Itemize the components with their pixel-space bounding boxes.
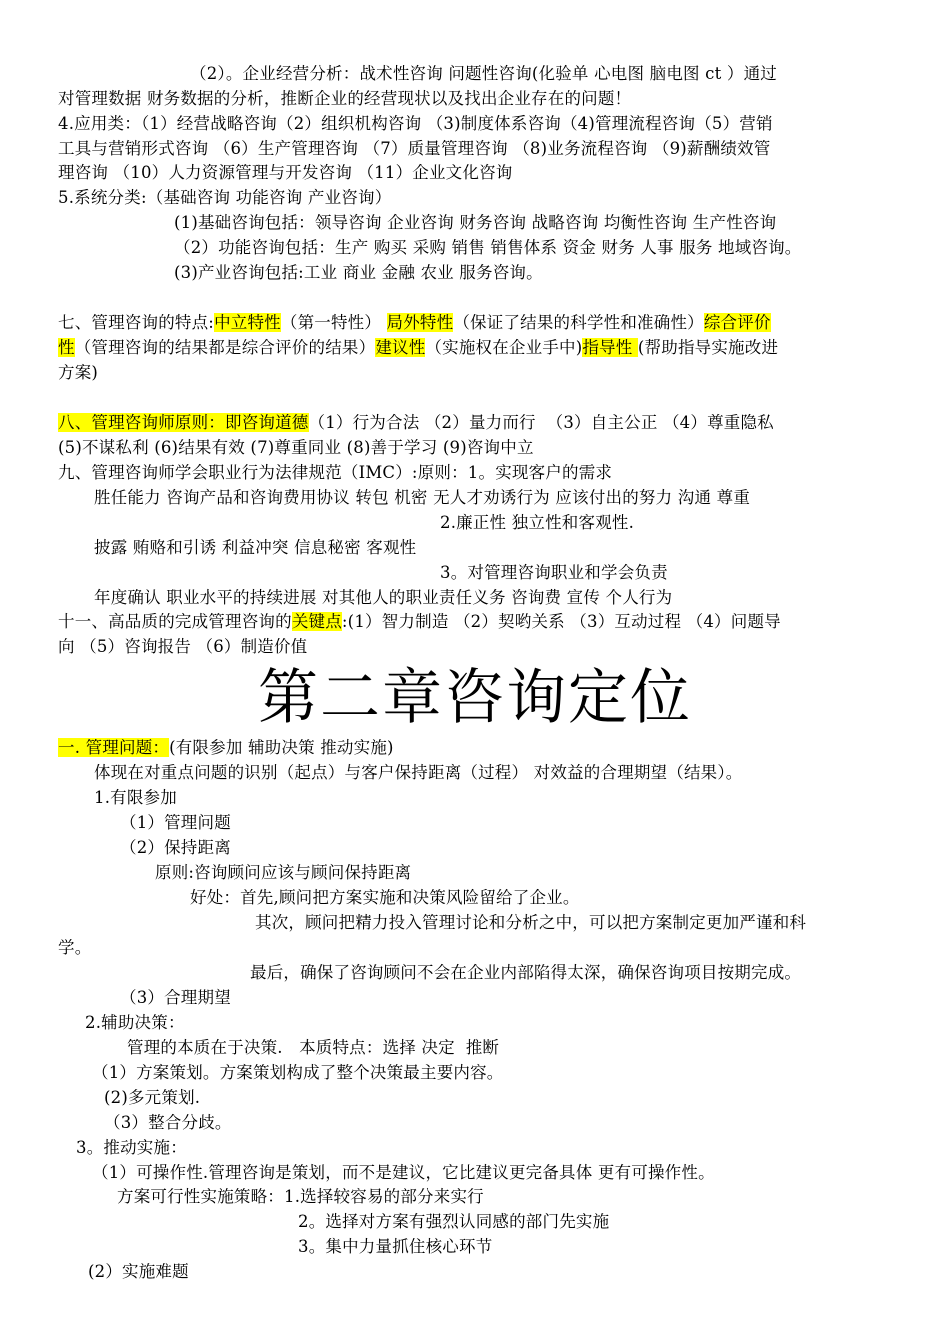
highlighted-term: 综合评价 [703,313,771,332]
text-line: 年度确认 职业水平的持续进展 对其他人的职业责任义务 咨询费 宣传 个人行为 [94,588,673,607]
text-span: (有限参加 辅助决策 推动实施) [169,738,394,757]
text-line: 3。对管理咨询职业和学会负责 [440,563,668,582]
text-line [58,311,771,335]
text-line: （2）保持距离 [120,838,231,857]
text-span: :(1）智力制造 （2）契哟关系 （3）互动过程 （4）问题导 [341,612,781,631]
highlighted-term: 指导性 [582,338,638,357]
text-line: (2)多元策划. [104,1088,201,1107]
text-line: 工具与营销形式咨询 （6）生产管理咨询 （7）质量管理咨询 （8)业务流程咨询 （9)薪酬绩效管 [58,139,771,158]
text-line: (1)基础咨询包括：领导咨询 企业咨询 财务咨询 战略咨询 均衡性咨询 生产性咨询 [174,213,777,232]
text-line: （2）。企业经营分析：战术性咨询 问题性咨询(化验单 心电图 脑电图 ct ）通过 [190,64,777,83]
text-line: 3。集中力量抓住核心环节 [298,1237,493,1256]
highlighted-heading: 八、管理咨询师原则：即咨询道德 [58,413,309,432]
text-line: 方案可行性实施策略：1.选择较容易的部分来实行 [117,1187,484,1206]
text-line: (2）实施难题 [88,1262,189,1281]
text-line [58,736,394,760]
text-line: 体现在对重点问题的识别（起点）与客户保持距离（过程） 对效益的合理期望（结果）。 [94,763,743,782]
text-line: 2。选择对方案有强烈认同感的部门先实施 [298,1212,610,1231]
highlighted-term: 局外特性 [386,313,454,332]
text-line: 原则:咨询顾问应该与顾问保持距离 [155,863,412,882]
text-line: 理咨询 （10）人力资源管理与开发咨询 （11）企业文化咨询 [58,163,513,182]
section-heading: 十一、高品质的完成管理咨询的 [58,612,292,631]
text-line: 2.辅助决策： [85,1013,185,1032]
text-line [58,411,774,435]
chapter-title: 第二章咨询定位 [258,663,692,733]
text-line [58,610,781,634]
text-line [58,336,778,360]
text-span: （实施权在企业手中) [425,338,583,357]
highlighted-term: 中立特性 [214,313,281,332]
text-span: （1）行为合法 （2）量力而行 （3）自主公正 （4）尊重隐私 [308,413,774,432]
text-span: （保证了结果的科学性和准确性） [453,313,704,332]
text-line: （1）方案策划。方案策划构成了整个决策最主要内容。 [92,1063,504,1082]
text-line: （2）功能咨询包括：生产 购买 采购 销售 销售体系 资金 财务 人事 服务 地域咨询。 [174,238,802,257]
text-line: (5)不谋私利 (6)结果有效 (7)尊重同业 (8)善于学习 (9)咨询中立 [58,438,534,457]
highlighted-heading: 一. 管理问题： [58,738,170,757]
text-line: 最后，确保了咨询顾问不会在企业内部陷得太深，确保咨询项目按期完成。 [250,963,802,982]
text-span: （管理咨询的结果都是综合评价的结果） [74,338,376,357]
text-line: 3。推动实施： [76,1138,187,1157]
text-line: (3)产业咨询包括:工业 商业 金融 农业 服务咨询。 [174,263,543,282]
text-line: 九、管理咨询师学会职业行为法律规范（IMC）:原则：1。实现客户的需求 [58,463,613,482]
highlighted-term: 关键点 [291,612,342,631]
text-span: (帮助指导实施改进 [637,338,779,357]
text-line: 胜任能力 咨询产品和咨询费用协议 转包 机密 无人才劝诱行为 应该付出的努力 沟通 尊重 [94,488,751,507]
text-line: 披露 贿赂和引诱 利益冲突 信息秘密 客观性 [94,538,417,557]
text-line: 学。 [58,938,92,957]
text-line: 对管理数据 财务数据的分析，推断企业的经营现状以及找出企业存在的问题！ [58,89,632,108]
text-line: 4.应用类：（1）经营战略咨询（2）组织机构咨询 （3)制度体系咨询（4)管理流程咨询（5）营销 [58,114,773,133]
text-line: 2.廉正性 独立性和客观性. [440,513,635,532]
text-line: （3）整合分歧。 [104,1113,232,1132]
text-line: 好处：首先,顾问把方案实施和决策风险留给了企业。 [190,888,580,907]
highlighted-term: 性 [58,338,75,357]
text-line: 其次，顾问把精力投入管理讨论和分析之中，可以把方案制定更加严谨和科 [255,913,807,932]
text-line: 管理的本质在于决策. 本质特点：选择 决定 推断 [127,1038,500,1057]
text-line: 1.有限参加 [94,788,177,807]
text-line: 5.系统分类:（基础咨询 功能咨询 产业咨询） [58,188,392,207]
section-heading: 七、管理咨询的特点: [58,313,215,332]
text-line: （1）管理问题 [120,813,231,832]
text-line: （3）合理期望 [120,988,231,1007]
text-line: 向 （5）咨询报告 （6）制造价值 [58,637,308,656]
text-line: （1）可操作性.管理咨询是策划，而不是建议，它比建议更完备具体 更有可操作性。 [92,1163,715,1182]
highlighted-term: 建议性 [375,338,426,357]
text-line: 方案) [58,363,99,382]
text-span: （第一特性） [280,313,387,332]
